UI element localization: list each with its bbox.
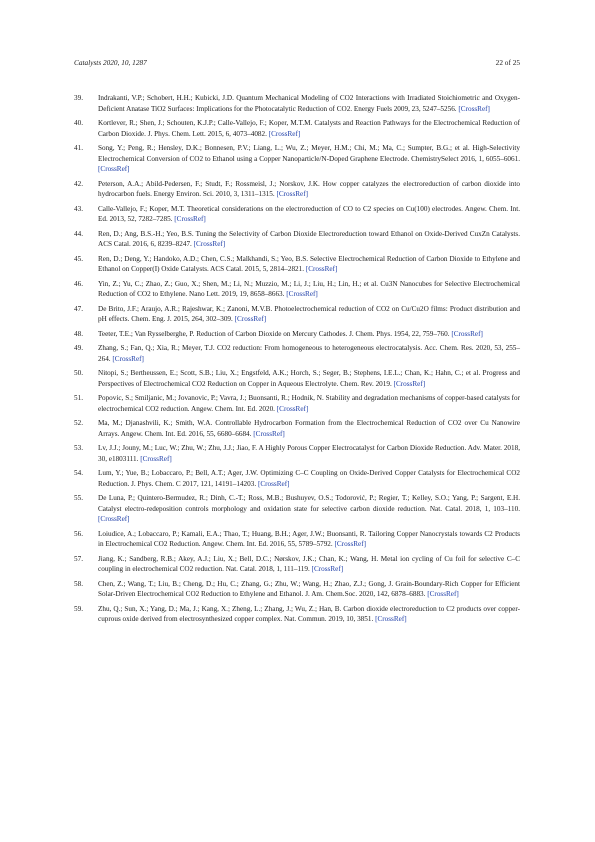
reference-body [98, 418, 520, 439]
reference-body [98, 604, 520, 625]
reference-number: 53. [74, 444, 83, 452]
reference-number: 51. [74, 394, 83, 402]
reference-body [98, 204, 520, 225]
reference-body [98, 443, 520, 464]
reference-item [74, 418, 520, 439]
reference-text: Chen, Z.; Wang, T.; Liu, B.; Cheng, D.; Hu, C.; Zhang, G.; Zhu, W.; Wang, H.; Zhao, Z.J.; Gong, J. Grain-Boundary-Rich Copper for Efficient Solar-Driven Electrochemical CO2 Reduction to Ethylene and Ethanol. J. Am. Chem.Soc. 2020, 142, 6878–6883. [98, 579, 520, 599]
reference-text: De Brito, J.F.; Araujo, A.R.; Rajeshwar, K.; Zanoni, M.V.B. Photoelectrochemical reduction of CO2 on Cu/Cu2O films: Product distribution and pH effects. Chem. Eng. J. 2015, 264, 302–309. [98, 304, 520, 324]
reference-body [98, 229, 520, 250]
reference-body [98, 254, 520, 275]
page-number: 22 of 25 [495, 58, 520, 67]
reference-text: Lum, Y.; Yue, B.; Lobaccaro, P.; Bell, A.T.; Ager, J.W. Optimizing C–C Coupling on Oxide-Derived Copper Catalysts for Electrochemical CO2 Reduction. J. Phys. Chem. C 2017, 121, 14191–14203. [98, 469, 520, 488]
reference-number: 41. [74, 144, 83, 152]
reference-body [98, 529, 520, 550]
crossref-link[interactable]: [CrossRef] [334, 540, 367, 549]
crossref-link[interactable]: [CrossRef] [305, 265, 338, 274]
reference-item [74, 493, 520, 525]
crossref-link[interactable]: [CrossRef] [268, 129, 301, 138]
reference-item [74, 554, 520, 575]
reference-number: 56. [74, 529, 83, 538]
reference-body [98, 143, 520, 175]
journal-citation: Catalysts 2020, 10, 1287 [74, 58, 147, 67]
reference-text: Yin, Z.; Yu, C.; Zhao, Z.; Guo, X.; Shen, M.; Li, N.; Muzzio, M.; Li, J.; Liu, H.; Lin, H.; et al. Cu3N Nanocubes for Selective Electrochemical Reduction of CO2 to Ethylene. Nano Lett. 2019, 19, 8658–8663. [98, 279, 520, 299]
reference-body [98, 554, 520, 575]
reference-text: Teeter, T.E.; Van Rysselberghe, P. Reduction of Carbon Dioxide on Mercury Cathodes. J. Chem. Phys. 1954, 22, 759–760. [98, 329, 450, 338]
crossref-link[interactable]: [CrossRef] [311, 565, 344, 574]
reference-number: 39. [74, 94, 83, 102]
reference-text: Kortlever, R.; Shen, J.; Schouten, K.J.P.; Calle-Vallejo, F.; Koper, M.T.M. Catalysts and Reaction Pathways for the Electrochemical Reduction of Carbon Dioxide. J. Phys. Chem. Lett. 2015, 6, 4073–4082. [98, 119, 520, 138]
crossref-link[interactable]: [CrossRef] [234, 315, 267, 324]
reference-text: Ren, D.; Deng, Y.; Handoko, A.D.; Chen, C.S.; Malkhandi, S.; Yeo, B.S. Selective Electrochemical Reduction of Carbon Dioxide to Ethylene and Ethanol on Copper(I) Oxide Catalysts. ACS Catal. 2015, 5, 2814–2821. [98, 254, 520, 274]
crossref-link[interactable]: [CrossRef] [112, 354, 144, 363]
reference-body [98, 368, 520, 389]
reference-number: 46. [74, 279, 83, 288]
reference-text: Loiudice, A.; Lobaccaro, P.; Kamali, E.A.; Thao, T.; Huang, B.H.; Ager, J.W.; Buonsanti, R. Tailoring Copper Nanocrystals towards C2 Products in Electrochemical CO2 Reduction. Angew. Chem. Int. Ed. 2016, 55, 5789–5792. [98, 529, 520, 549]
crossref-link[interactable]: [CrossRef] [375, 615, 407, 624]
reference-text: Calle-Vallejo, F.; Koper, M.T. Theoretical considerations on the electroreduction of CO to C2 species on Cu(100) electrodes. Angew. Chem. Int. Ed. 2013, 52, 7282–7285. [98, 204, 520, 224]
reference-item [74, 179, 520, 200]
reference-item [74, 254, 520, 275]
reference-text: Song, Y.; Peng, R.; Hensley, D.K.; Bonnesen, P.V.; Liang, L.; Wu, Z.; Meyer, H.M.; Chi, M.; Ma, C.; Sumpter, B.G.; et al. High-Selectivity Electrochemical Conversion of CO2 to Ethanol using a Copper Nanoparticle/N-Doped Graphene Electrode. ChemistrySelect 2016, 1, 6055–6061. [98, 144, 520, 163]
crossref-link[interactable]: [CrossRef] [193, 240, 226, 249]
reference-text: Ren, D.; Ang, B.S.-H.; Yeo, B.S. Tuning the Selectivity of Carbon Dioxide Electroreduction toward Ethanol on Oxide-Derived CuxZn Catalysts. ACS Catal. 2016, 6, 8239–8247. [98, 229, 520, 249]
reference-number: 50. [74, 369, 83, 377]
reference-text: Zhu, Q.; Sun, X.; Yang, D.; Ma, J.; Kang, X.; Zheng, L.; Zhang, J.; Wu, Z.; Han, B. Carbon dioxide electroreduction to C2 products over copper-cuprous oxide derived from electrosynthesized copper complex. Nat. Commun. 2019, 10, 3851. [98, 604, 520, 624]
crossref-link[interactable]: [CrossRef] [98, 165, 130, 174]
reference-item [74, 604, 520, 625]
reference-text: Indrakanti, V.P.; Schobert, H.H.; Kubicki, J.D. Quantum Mechanical Modeling of CO2 Interactions with Irradiated Stoichiometric and Oxygen-Deficient Anatase TiO2 Surfaces: Implications for the Photocatalytic Reduction of CO2. Energy Fuels 2009, 23, 5247–5256. [98, 94, 520, 113]
reference-text: De Luna, P.; Quintero-Bermudez, R.; Dinh, C.-T.; Ross, M.B.; Bushuyev, O.S.; Todorović, P.; Regier, T.; Kelley, S.O.; Yang, P.; Sargent, E.H. Catalyst electro-redeposition controls morphology and oxidation state for selective carbon dioxide reduction. Nat. Catal. 2018, 1, 103–110. [98, 494, 520, 513]
reference-number: 52. [74, 419, 83, 427]
reference-text: Nitopi, S.; Bertheussen, E.; Scott, S.B.; Liu, X.; Engstfeld, A.K.; Horch, S.; Seger, B.; Stephens, I.E.L.; Chan, K.; Hahn, C.; et al. Progress and Perspectives of Electrochemical CO2 Reduction on Copper in Aqueous Electrolyte. Chem. Rev. 2019. [98, 369, 520, 388]
running-header [74, 58, 520, 67]
reference-item [74, 468, 520, 489]
reference-body [98, 579, 520, 600]
crossref-link[interactable]: [CrossRef] [98, 515, 130, 524]
reference-item [74, 443, 520, 464]
crossref-link[interactable]: [CrossRef] [257, 479, 290, 488]
crossref-link[interactable]: [CrossRef] [427, 590, 459, 599]
reference-body [98, 304, 520, 325]
reference-number: 54. [74, 469, 83, 477]
reference-number: 59. [74, 604, 83, 613]
reference-item [74, 93, 520, 114]
crossref-link[interactable]: [CrossRef] [276, 404, 309, 413]
reference-item [74, 343, 520, 364]
reference-body [98, 279, 520, 300]
reference-item [74, 229, 520, 250]
reference-item [74, 143, 520, 175]
reference-text: Popovic, S.; Smiljanic, M.; Jovanovic, P.; Vavra, J.; Buonsanti, R.; Hodnik, N. Stability and degradation mechanisms of copper-based catalysts for electrochemical CO2 reduction. Angew. Chem. Int. Ed. 2020. [98, 394, 520, 413]
reference-body [98, 329, 520, 340]
reference-body [98, 118, 520, 139]
reference-body [98, 93, 520, 114]
reference-body [98, 493, 520, 525]
reference-item [74, 118, 520, 139]
reference-number: 57. [74, 554, 83, 563]
reference-number: 45. [74, 254, 83, 263]
reference-number: 43. [74, 204, 83, 213]
crossref-link[interactable]: [CrossRef] [286, 290, 318, 299]
crossref-link[interactable]: [CrossRef] [276, 190, 309, 199]
reference-body [98, 468, 520, 489]
reference-text: Zhang, S.; Fan, Q.; Xia, R.; Meyer, T.J. CO2 reduction: From homogeneous to heterogeneous electrocatalysis. Acc. Chem. Res. 2020, 53, 255–264. [98, 344, 520, 363]
reference-item [74, 579, 520, 600]
reference-item [74, 368, 520, 389]
reference-number: 47. [74, 304, 83, 313]
reference-body [98, 343, 520, 364]
reference-item [74, 393, 520, 414]
reference-number: 55. [74, 494, 83, 502]
reference-number: 40. [74, 119, 83, 127]
reference-number: 42. [74, 179, 83, 188]
reference-item [74, 204, 520, 225]
reference-item [74, 279, 520, 300]
crossref-link[interactable]: [CrossRef] [393, 379, 426, 388]
crossref-link[interactable]: [CrossRef] [140, 454, 172, 463]
reference-text: Jiang, K.; Sandberg, R.B.; Akey, A.J.; Liu, X.; Bell, D.C.; Nørskov, J.K.; Chan, K.; Wang, H. Metal ion cycling of Cu foil for selective C–C coupling in electrochemical CO2 reduction. Nat. Catal. 2018, 1, 111–119. [98, 554, 520, 574]
reference-number: 58. [74, 579, 83, 588]
crossref-link[interactable]: [CrossRef] [458, 104, 490, 113]
reference-list [74, 93, 520, 629]
crossref-link[interactable]: [CrossRef] [174, 215, 206, 224]
crossref-link[interactable]: [CrossRef] [451, 329, 483, 338]
reference-number: 49. [74, 344, 83, 352]
reference-number: 44. [74, 229, 83, 238]
reference-text: Peterson, A.A.; Abild-Pedersen, F.; Studt, F.; Rossmeisl, J.; Norskov, J.K. How copper catalyzes the electroreduction of carbon dioxide into hydrocarbon fuels. Energy Environ. Sci. 2010, 3, 1311–1315. [98, 179, 520, 199]
reference-body [98, 393, 520, 414]
reference-item [74, 529, 520, 550]
reference-item [74, 329, 520, 340]
reference-body [98, 179, 520, 200]
reference-text: Ma, M.; Djanashvili, K.; Smith, W.A. Controllable Hydrocarbon Formation from the Electrochemical Reduction of CO2 over Cu Nanowire Arrays. Angew. Chem. Int. Ed. 2016, 55, 6680–6684. [98, 419, 520, 438]
reference-text: Lv, J.J.; Jouny, M.; Luc, W.; Zhu, W.; Zhu, J.J.; Jiao, F. A Highly Porous Copper Electrocatalyst for Carbon Dioxide Reduction. Adv. Mater. 2018, 30, e1803111. [98, 444, 520, 463]
reference-number: 48. [74, 329, 83, 338]
crossref-link[interactable]: [CrossRef] [253, 429, 285, 438]
reference-item [74, 304, 520, 325]
